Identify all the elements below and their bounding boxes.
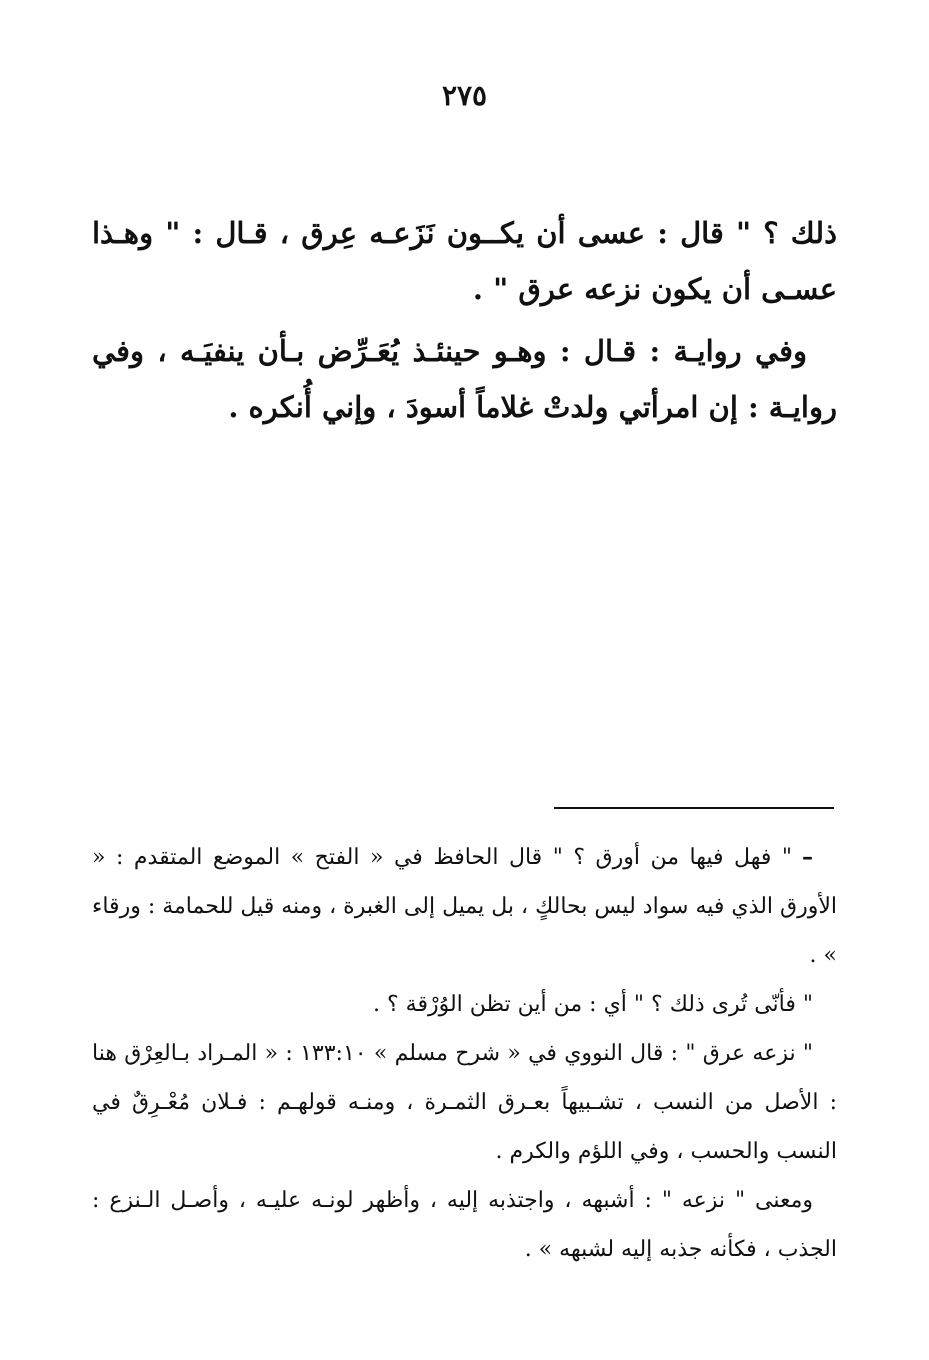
main-paragraph-2: وفي روايـة : قـال : وهـو حينئـذ يُعَـرِّض بـأن ينفيَـه ، وفي روايـة : إن امرأتي ولدتْ غلاماً أسودَ ، وإني أُنكره . (92, 334, 837, 424)
footnote-4: ومعنى " نزعه " : أشبهه ، واجتذبه إليه ، وأظهر لونـه عليـه ، وأصـل الـنزع : الجذب ، فكأنه جذبه إليه لشبهه » . (92, 1188, 837, 1262)
footnote-dash: – (802, 844, 813, 870)
main-paragraph-1: ذلك ؟ " قال : عسى أن يكــون نَزَعـه عِرق ، قـال : " وهـذا عسـى أن يكون نزعه عرق " . (92, 216, 837, 306)
footnote-3: " نزعه عرق " : قال النووي في « شرح مسلم » ١٣٣:١٠ : « المـراد بـالعِرْق هنا : الأصل من النسب ، تشـبيهاً بعـرق الثمـرة ، ومنـه قولهـم : فـلان مُعْـرِقٌ في النسب والحسب ، وفي اللؤم والكرم . (92, 1041, 837, 1164)
footnotes-section (92, 833, 837, 1274)
footnote-divider (554, 807, 834, 809)
main-text-body (92, 205, 837, 441)
footnote-1-text: " فهل فيها من أورق ؟ " قال الحافظ في « الفتح » الموضع المتقدم : « الأورق الذي فيه سواد ليس بحالكٍ ، بل يميل إلى الغبرة ، ومنه قيل للحمامة : ورقاء » . (92, 845, 837, 968)
footnote-2: " فأنّى تُرى ذلك ؟ " أي : من أين تظن الوُرْقة ؟ . (373, 992, 813, 1017)
footnote-1 (92, 833, 837, 980)
page-number: ٢٧٥ (441, 79, 488, 112)
